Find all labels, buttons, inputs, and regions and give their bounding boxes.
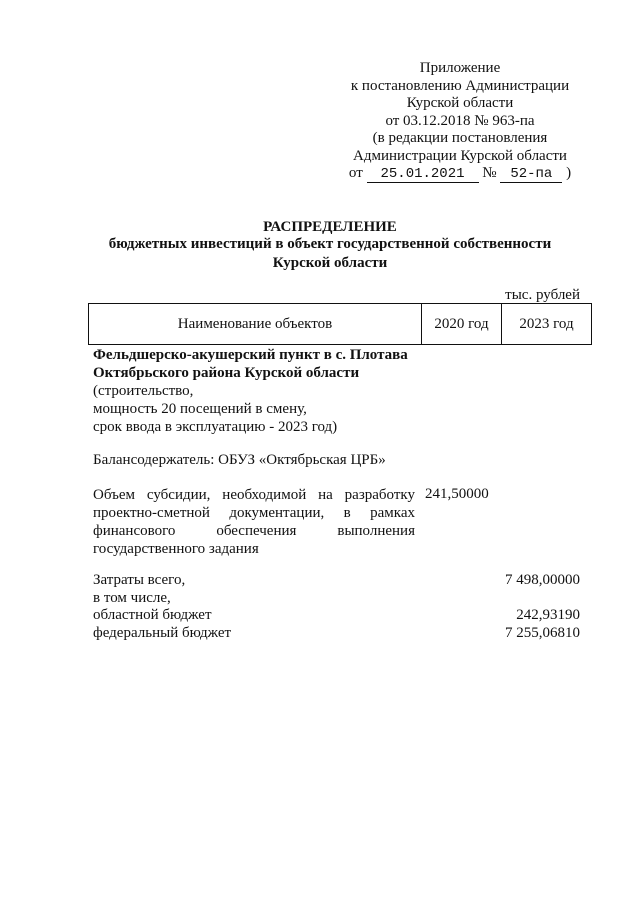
federal-budget-label: федеральный бюджет: [93, 624, 232, 641]
amendment-date: 25.01.2021: [367, 166, 479, 183]
header-name-cell: Наименование объектов: [89, 304, 422, 345]
description-line: мощность 20 посещений в смену,: [93, 401, 307, 417]
including-label: в том числе,: [93, 589, 171, 606]
document-subtitle: бюджетных инвестиций в объект государственной собственности: [108, 236, 552, 252]
table-header: [88, 303, 592, 345]
document-subtitle-2: Курской области: [272, 255, 388, 271]
header-2023-cell: 2023 год: [502, 304, 592, 345]
appendix-line: Приложение: [419, 60, 501, 76]
appendix-line: Курской области: [406, 95, 514, 111]
appendix-line: (в редакции постановления: [372, 130, 548, 146]
document-title: РАСПРЕДЕЛЕНИЕ: [263, 219, 397, 235]
number-sign: №: [482, 165, 497, 181]
description-line: (строительство,: [93, 383, 194, 399]
object-title-line: Октябрьского района Курской области: [93, 365, 360, 381]
total-costs-label: Затраты всего,: [93, 572, 186, 588]
closing-paren: ): [566, 165, 572, 181]
ot-label: от: [348, 165, 363, 181]
total-costs-2023: 7 498,00000: [505, 572, 580, 588]
units-label: тыс. рублей: [505, 287, 580, 303]
description-line: срок ввода в эксплуатацию - 2023 год): [93, 419, 338, 435]
object-title-line: Фельдшерско-акушерский пункт в с. Плотава: [93, 347, 408, 363]
subsidy-value-2020: 241,50000: [425, 486, 489, 502]
appendix-line: Администрации Курской области: [353, 147, 567, 164]
amendment-date-line: [330, 165, 590, 183]
amendment-number: 52-па: [500, 166, 562, 183]
appendix-line: к постановлению Администрации: [350, 77, 570, 94]
balance-holder: Балансодержатель: ОБУЗ «Октябрьская ЦРБ»: [93, 452, 386, 468]
regional-budget-2023: 242,93190: [516, 607, 580, 623]
federal-budget-2023: 7 255,06810: [505, 624, 580, 641]
header-2020-cell: 2020 год: [422, 304, 502, 345]
object-title: [93, 346, 408, 382]
appendix-line: от 03.12.2018 № 963-па: [385, 112, 535, 129]
subsidy-text: Объем субсидии, необходимой на разработку проектно-сметной документации, в рамках финансового обеспечения выполнения государственного задания: [93, 487, 415, 557]
appendix-block: [330, 60, 590, 183]
object-description: [93, 382, 337, 436]
regional-budget-label: областной бюджет: [93, 607, 212, 623]
costs-labels: [93, 572, 231, 642]
